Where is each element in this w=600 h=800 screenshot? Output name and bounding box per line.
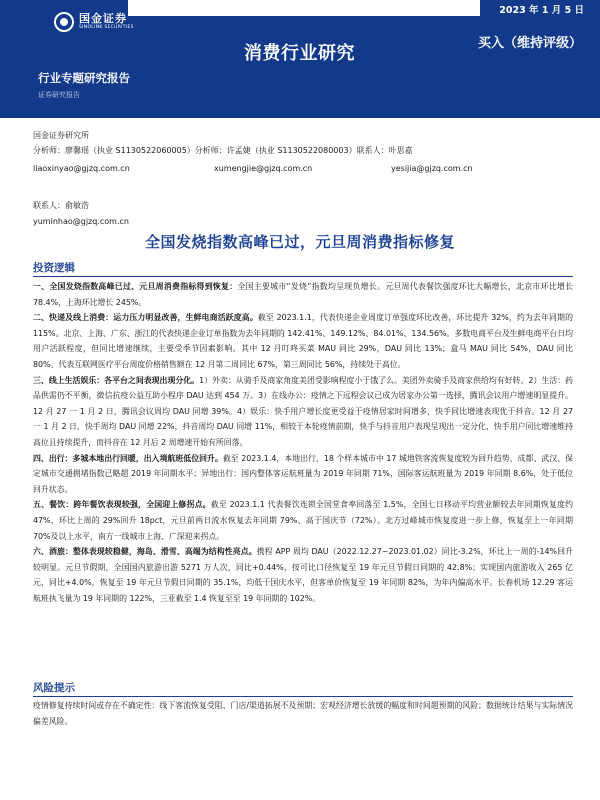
email-xu: xumengjie@gjzq.com.cn bbox=[214, 164, 313, 173]
report-title: 全国发烧指数高峰已过，元旦周消费指标修复 bbox=[144, 233, 455, 251]
analyst-block bbox=[33, 130, 573, 226]
risk-heading: 风险提示 bbox=[33, 682, 75, 694]
email-ye: yesijia@gjzq.com.cn bbox=[391, 164, 473, 173]
industry-title: 消费行业研究 bbox=[244, 43, 355, 64]
logic-para-4: 四、出行：多城本地出行回暖，出入境航班低位回升。截至 2023.1.4，本地出行，18 个样本城市中 17 城地铁客流恢复度较为回升趋势，成都、武汉、保定城市交通拥堵指数已略超 2019 年同期水平；异地出行：国内整体客运航班量为 2019 年同期 71%，国际客运航班量为 2019 年同期 8.6%，处于低位回升状态。 bbox=[33, 453, 573, 494]
risk-rule bbox=[33, 696, 573, 697]
research-institute: 国金证券研究所 bbox=[33, 131, 89, 140]
contact-email: yuminhao@gjzq.com.cn bbox=[33, 217, 129, 226]
logic-heading: 投资逻辑 bbox=[33, 262, 75, 274]
logic-body bbox=[33, 279, 573, 606]
report-header bbox=[0, 0, 600, 118]
logic-rule bbox=[33, 276, 573, 277]
report-type: 行业专题研究报告 bbox=[38, 71, 130, 85]
contact-line: 联系人：俞敏浩 bbox=[33, 201, 89, 210]
analyst-emails bbox=[33, 164, 573, 178]
report-date: 2023 年 1 月 5 日 bbox=[499, 5, 584, 16]
email-liao: liaoxinyao@gjzq.com.cn bbox=[33, 164, 130, 173]
logic-para-1: 一、全国发烧指数高峰已过、元旦周消费指标得到恢复：全国主要城市“发烧”指数均呈现负增长。元旦周代表餐饮强度环比大幅增长，北京市环比增长 78.4%，上海环比增长 245%。 bbox=[33, 282, 573, 307]
logo-name-cn: 国金证券 bbox=[79, 12, 127, 25]
company-logo bbox=[54, 12, 134, 32]
header-white-strip bbox=[128, 0, 480, 16]
logic-para-3: 三、线上生活娱乐：各平台之间表现出现分化。1）外卖：从骑手及商家角度美团受影响程度小于饿了么。美团外卖骑手及商家供给均有好转。2）生活：药品供需仍不平衡，微信抗疫公益互助小程序 DAU 达到 454 万。3）在线办公：疫情之下远程会议已成为居家办公第一选择，腾讯会议用户增速明显提升。12 月 27 一 1 月 2 日，腾讯会议周均 DAU 同增 39%。4）娱乐：快手用户增长度更受益于疫情居家时间增多，快手同比增速表现优于抖音。12 月 27 一 1 月 2 日，快手周均 DAU 同增 22%，抖音周均 DAU 同增 11%，相较于本轮疫情前期，快手与抖音用户表现呈现出一定分化，快手用户同比增速维持高位且持续提升，而抖音在 12 月后 2 周增速开始有所回落。 bbox=[33, 375, 573, 447]
logic-para-5: 五、餐饮：跨年餐饮表现较强，全国迎上修拐点。截至 2023.1.1 代表餐饮连锁全国堂食率回落至 1.5%，全国七日移动平均营业额较去年同期恢复度约 47%，环比上周的 29%回升 18pct，元旦前两日流水恢复去年同期 79%、高于国庆节（72%）。北方过峰城市恢复度进一步上修，恢复至上一年同期 70%及以上水平，南方一线城市上海、广深迎来拐点。 bbox=[33, 500, 573, 541]
rating-label: 买入（维持评级） bbox=[477, 36, 582, 51]
analyst-line: 分析师：廖馨瑶（执业 S1130522060005）分析师：许孟婕（执业 S1130522080003）联系人：叶思嘉 bbox=[33, 146, 413, 155]
logic-para-6: 六、酒旅：整体表现较稳健，海岛、滑雪、高端为结构性亮点。携程 APP 周均 DAU（2022.12.27~2023.01.02）同比-3.2%，环比上一周的-14%回升较明显。元旦节假期，全国国内旅游出游 5271 万人次，同比+0.44%，按可比口径恢复至 19 年元旦节假日同期的 42.8%；实现国内旅游收入 265 亿元，同比+4.0%，恢复至 19 年元旦节假日同期的 35.1%，均低于国庆水平，但客单价恢复至 19 年同期 82%，为年内偏高水平。长春机场 12.29 客运航班执飞量为 19 年同期的 122%，三亚截至 1.4 恢复至至 19 年同期的 102%。 bbox=[33, 547, 573, 603]
logo-mark-icon bbox=[54, 12, 74, 32]
logic-para-2: 二、快递及线上消费：运力压力明显改善，生鲜电商活跃度高。截至 2023.1.1，代表快递企业周度订单强度环比改善，环比提升 32%，约为去年同期的 115%。北京、上海、广东、浙江的代表快递企业订单指数为去年同期的 142.41%、149.12%、84.01%、134.56%。多数电商平台及生鲜电商平台日均用户活跃程度，但同比增速继续，主要受季节因素影响。其中 12 月叮咚买菜 MAU 同比 29%，DAU 同比 13%；盒马 MAU 同比 54%，DAU 同比 80%。代表互联网医疗平台周度价格销售额在 12 月第二周同比 67%，第三周同比 56%，持续处于高位。 bbox=[33, 313, 573, 369]
logo-name-en: SINOLINK SECURITIES bbox=[79, 25, 134, 30]
report-subtype: 证券研究报告 bbox=[38, 91, 80, 99]
risk-body: 疫情修复持续时间或存在不确定性：线下客流恢复受阻、门店/渠道拓展不及预期；宏观经济增长放缓的幅度和时间超预期的风险；数据统计结果与实际情况偏差风险。 bbox=[33, 701, 573, 726]
